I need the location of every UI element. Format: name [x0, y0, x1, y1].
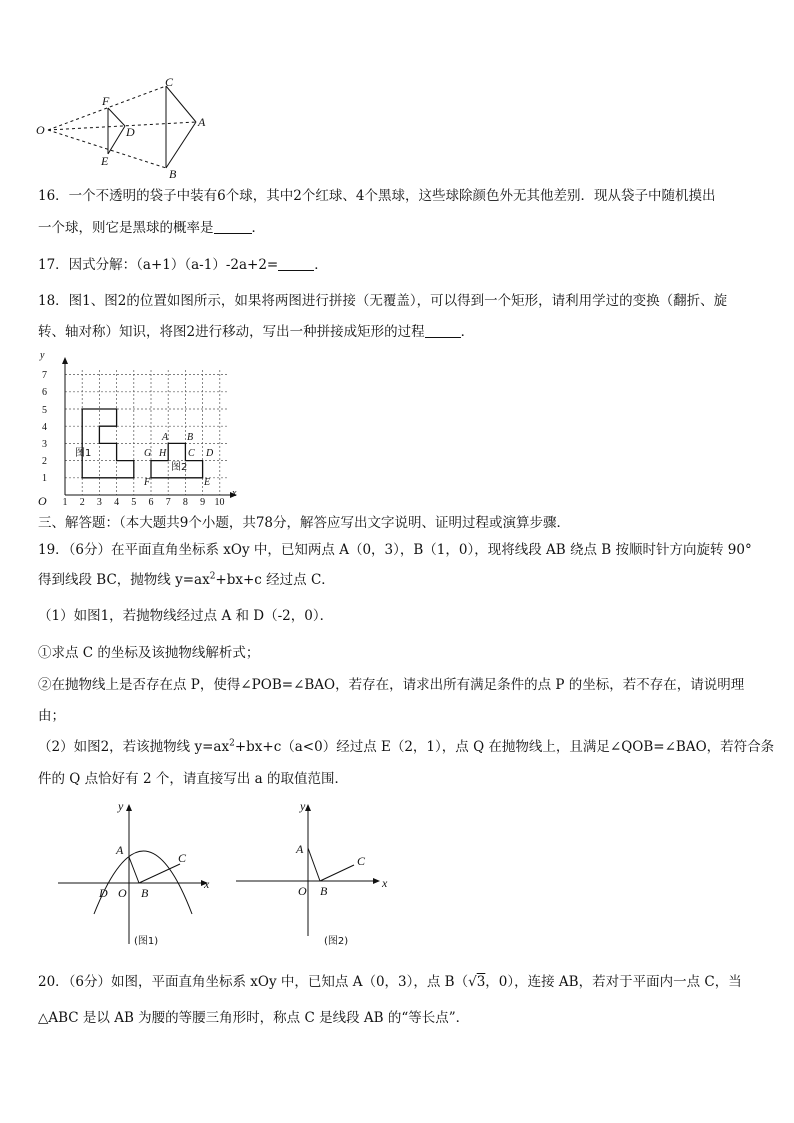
q16-line1: 16．一个不透明的袋子中装有6个球，其中2个红球、4个黑球，这些球除颜色外无其他差别．现从袋子中随机摸出	[38, 188, 716, 204]
grid-x-tick: 4	[114, 497, 120, 508]
seg-f-d	[108, 108, 125, 126]
q16-answer-blank	[214, 219, 252, 234]
seg-d-e	[108, 126, 125, 154]
grid-x-tick: 8	[182, 497, 188, 508]
grid-point-c: C	[188, 448, 195, 459]
grid-figure	[34, 348, 244, 510]
q20-line2: △ABC 是以 AB 为腰的等腰三角形时，称点 C 是线段 AB 的“等长点”．	[38, 1010, 470, 1026]
q18-line1: 18．图1、图2的位置如图所示，如果将两图进行拼接（无覆盖），可以得到一个矩形，请利用学过的变换（翻折、旋	[38, 293, 728, 309]
q17-end: ．	[314, 257, 328, 273]
grid-y-tick: 7	[42, 370, 47, 381]
grid-point-e: E	[204, 477, 211, 488]
q18-line2	[38, 322, 474, 342]
q19-part2-line1a: （2）如图2，若该抛物线 y=ax	[38, 739, 230, 755]
label-c: C	[165, 75, 174, 89]
grid-point-h: H	[159, 448, 167, 459]
q19-part1: （1）如图1，若抛物线经过点 A 和 D（-2，0）．	[38, 608, 334, 624]
q18-answer-blank	[425, 323, 461, 338]
grid-y-tick: 6	[42, 387, 47, 398]
q19-line1: 19．（6分）在平面直角坐标系 xOy 中，已知两点 A（0，3），B（1，0），现将线段 AB 绕点 B 按顺时针方向旋转 90°	[38, 542, 752, 558]
label-b: B	[169, 167, 177, 181]
grid-x-tick: 3	[96, 497, 102, 508]
grid-x-tick: 5	[131, 497, 137, 508]
grid-fig2-label: 图2	[171, 462, 188, 473]
section3-heading: 三、解答题：（本大题共9个小题，共78分，解答应写出文字说明、证明过程或演算步骤．	[38, 515, 571, 531]
q20-line1a: 20．（6分）如图，平面直角坐标系 xOy 中，已知点 A（0，3），点 B（	[38, 974, 469, 990]
fig1-label-y: y	[118, 799, 124, 813]
fig1-label-x: x	[204, 877, 210, 891]
q16-line2	[38, 218, 265, 238]
fig1-seg-b-c	[139, 864, 180, 883]
fig2-seg-b-c	[320, 865, 354, 881]
top-geometry-figure	[30, 74, 220, 182]
label-e: E	[101, 154, 109, 168]
grid-y-tick: 1	[42, 473, 47, 484]
grid-y-tick: 2	[42, 456, 47, 467]
q17-line	[38, 255, 328, 275]
q20-sqrt-value: 3	[476, 974, 486, 990]
grid-y-tick: 4	[42, 422, 47, 433]
label-d: D	[126, 125, 135, 139]
fig1-label-d: D	[99, 886, 108, 900]
grid-point-a: A	[162, 432, 169, 443]
fig2-x-arrow	[373, 878, 380, 884]
q19-part2-line1b: +bx+c（a<0）经过点 E（2，1），点 Q 在抛物线上，且满足∠QOB=∠BAO，若符合条	[234, 739, 775, 755]
q16-end: ．	[251, 220, 265, 236]
q19-sub1: ①求点 C 的坐标及该抛物线解析式；	[38, 645, 260, 661]
q19-figure1	[52, 796, 222, 956]
grid-origin-label: O	[38, 494, 47, 508]
q17-text: 17．因式分解：（a+1）（a-1）-2a+2=	[38, 257, 279, 273]
grid-point-g: G	[144, 448, 152, 459]
grid-axis-y-label: y	[40, 350, 45, 361]
grid-y-arrow	[62, 357, 68, 364]
q19-line2a: 得到线段 BC，抛物线 y=ax	[38, 572, 210, 588]
fig1-label-a: A	[116, 843, 124, 857]
fig1-y-arrow	[126, 804, 132, 811]
fig2-seg-a-b	[308, 848, 320, 881]
fig1-label-o: O	[118, 886, 127, 900]
q19-line2	[38, 570, 335, 590]
dash-o-c	[48, 86, 166, 130]
q18-end: ．	[460, 324, 475, 340]
grid-y-tick: 3	[42, 439, 47, 450]
fig1-label-c: C	[178, 851, 187, 865]
label-f: F	[102, 94, 110, 108]
q19-line2b: +bx+c 经过点 C．	[215, 572, 335, 588]
q19-sub2-line2: 由；	[38, 708, 65, 724]
fig1-label-b: B	[141, 886, 149, 900]
fig2-label-y: y	[300, 799, 306, 813]
q17-answer-blank	[278, 256, 314, 271]
grid-x-tick: 7	[165, 497, 171, 508]
grid-x-tick: 1	[62, 497, 68, 508]
fig2-label-b: B	[320, 884, 328, 898]
fig2-label-c: C	[357, 854, 366, 868]
fig1-seg-a-b	[129, 857, 139, 883]
grid-y-tick: 5	[42, 405, 47, 416]
fig2-caption: (图2)	[324, 936, 349, 947]
q19-line2-sup: 2	[209, 571, 216, 582]
grid-axis-x-label: x	[232, 488, 237, 499]
q19-sub2-line1: ②在抛物线上是否存在点 P，使得∠POB=∠BAO，若存在，请求出所有满足条件的点 P 的坐标，若不存在，请说明理	[38, 677, 745, 693]
grid-point-b: B	[187, 432, 194, 443]
q19-figure2	[230, 796, 400, 956]
fig2-label-o: O	[298, 884, 307, 898]
grid-fig1-label: 图1	[75, 448, 92, 459]
label-a: A	[198, 115, 206, 129]
label-o: O	[36, 123, 45, 137]
q18-line2-text: 转、轴对称）知识，将图2进行移动，写出一种拼接成矩形的过程	[38, 324, 425, 340]
q19-part2-sup: 2	[229, 738, 235, 749]
seg-c-a	[166, 86, 196, 122]
q19-part2-line2: 件的 Q 点恰好有 2 个，请直接写出 a 的取值范围．	[38, 771, 348, 787]
grid-point-d: D	[206, 448, 214, 459]
fig2-label-x: x	[382, 876, 388, 890]
grid-x-tick: 2	[79, 497, 85, 508]
grid-point-f: F	[144, 477, 151, 488]
grid-x-tick: 10	[214, 497, 225, 508]
seg-a-b	[166, 122, 196, 168]
fig1-caption: (图1)	[134, 936, 159, 947]
q20-sqrt-sign: √	[468, 974, 477, 990]
grid-x-tick: 6	[148, 497, 154, 508]
q20-line1b: ，0），连接 AB，若对于平面内一点 C，当	[485, 974, 742, 990]
q19-part2-line1	[38, 737, 774, 757]
q20-line1	[38, 972, 742, 992]
fig2-label-a: A	[296, 842, 304, 856]
grid-x-tick: 9	[200, 497, 206, 508]
q16-line2-text: 一个球，则它是黑球的概率是	[38, 220, 214, 236]
fig2-y-arrow	[305, 804, 311, 811]
